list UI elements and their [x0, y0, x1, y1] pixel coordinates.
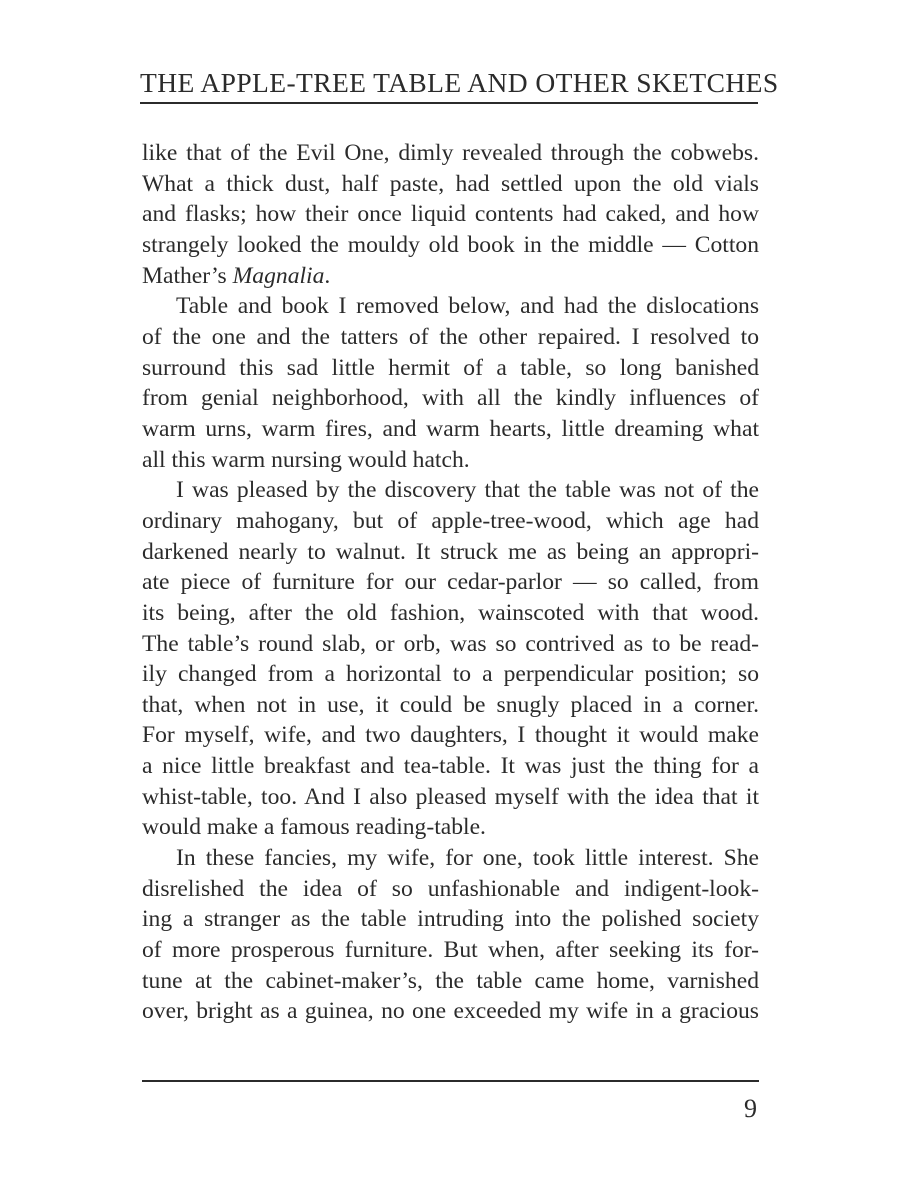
text-line: Table and book I removed below, and had the dislocations: [176, 293, 759, 320]
text-line: warm urns, warm fires, and warm hearts, little dreaming what: [142, 415, 759, 442]
paragraph-2: [142, 291, 759, 475]
text-run: .: [324, 262, 331, 289]
text-line: ing a stranger as the table intruding into the polished society: [142, 906, 759, 933]
text-line: The table’s round slab, or orb, was so contrived as to be read-: [142, 630, 759, 657]
paragraph-1: [142, 138, 759, 291]
running-header: [140, 60, 779, 104]
page-number: 9: [744, 1094, 757, 1123]
text-line: ate piece of furniture for our cedar-parlor — so called, from: [142, 569, 759, 596]
text-line: a nice little breakfast and tea-table. It was just the thing for a: [142, 753, 759, 780]
text-line: all this warm nursing would hatch.: [142, 446, 470, 473]
text-line: that, when not in use, it could be snugly placed in a corner.: [142, 691, 759, 718]
text-line: ordinary mahogany, but of apple-tree-wood, which age had: [142, 507, 759, 534]
text-line: darkened nearly to walnut. It struck me as being an appropri-: [142, 538, 759, 565]
body-text: [142, 138, 759, 1027]
text-line: of more prosperous furniture. But when, after seeking its for-: [142, 937, 759, 964]
text-line: of the one and the tatters of the other repaired. I resolved to: [142, 323, 759, 350]
text-line: tune at the cabinet-maker’s, the table came home, varnished: [142, 967, 759, 994]
text-line: over, bright as a guinea, no one exceeded my wife in a gracious: [142, 998, 759, 1025]
paragraph-4: [142, 843, 759, 1027]
text-line: strangely looked the mouldy old book in the middle — Cotton: [142, 231, 759, 258]
text-line: and flasks; how their once liquid contents had caked, and how: [142, 201, 759, 228]
text-line: surround this sad little hermit of a table, so long banished: [142, 354, 759, 381]
text-line: like that of the Evil One, dimly revealed through the cobwebs.: [142, 140, 759, 166]
text-line: from genial neighborhood, with all the kindly influences of: [142, 385, 759, 412]
book-title-italic: Magnalia: [232, 262, 325, 289]
text-line: ily changed from a horizontal to a perpendicular position; so: [142, 661, 759, 688]
running-title: THE APPLE-TREE TABLE AND OTHER SKETCHES: [140, 66, 779, 98]
text-line: In these fancies, my wife, for one, took little interest. She: [176, 845, 759, 872]
text-line: I was pleased by the discovery that the table was not of the: [176, 477, 759, 504]
text-line: What a thick dust, half paste, had settled upon the old vials: [142, 170, 759, 197]
paragraph-3: [142, 475, 759, 843]
text-line: whist-table, too. And I also pleased myself with the idea that it: [142, 783, 759, 810]
text-run: Mather’s: [142, 262, 233, 289]
text-line: its being, after the old fashion, wainscoted with that wood.: [142, 599, 759, 626]
text-line: disrelished the idea of so unfashionable and indigent-look-: [142, 875, 759, 902]
text-line: would make a famous reading-table.: [142, 814, 486, 841]
text-line: [142, 261, 759, 292]
text-line: For myself, wife, and two daughters, I thought it would make: [142, 722, 759, 749]
footer-rule: [142, 1080, 759, 1082]
